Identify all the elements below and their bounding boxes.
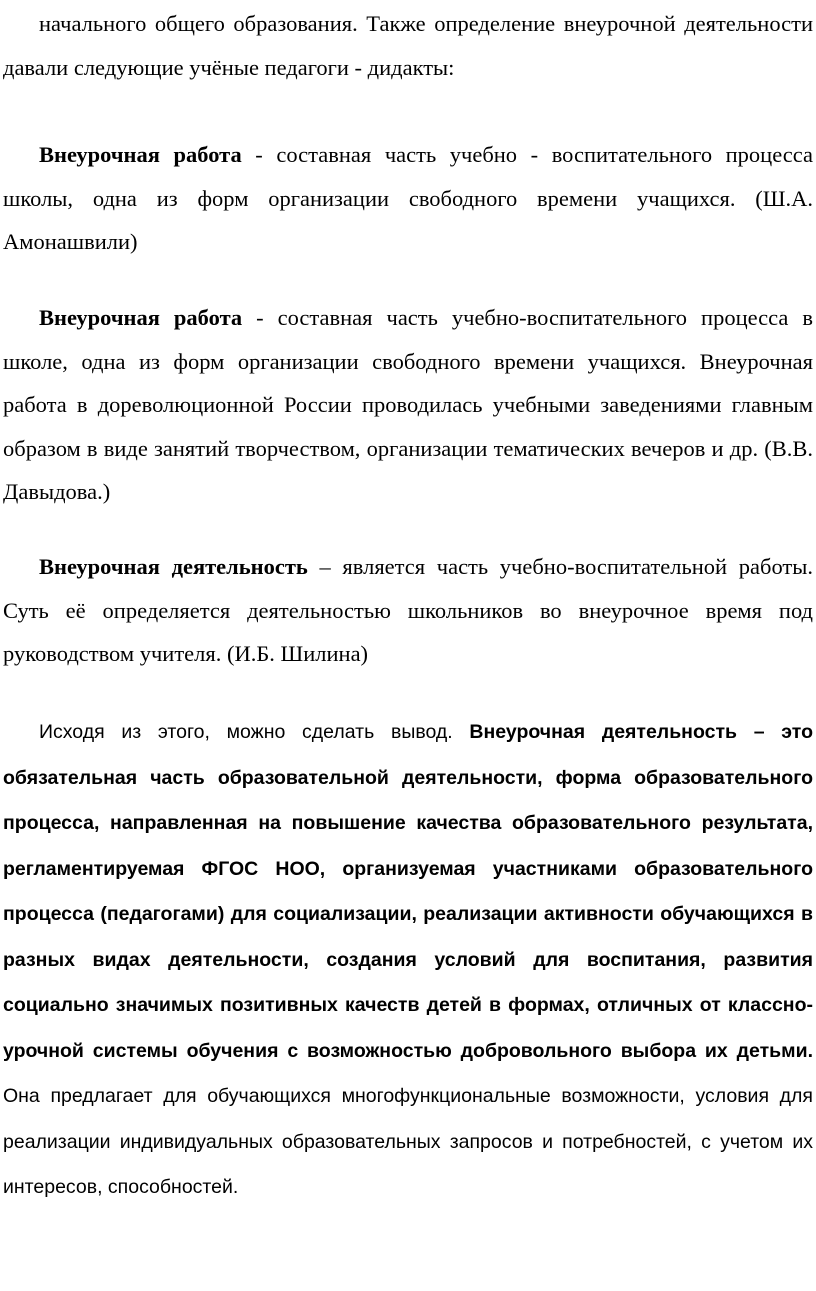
conclusion-paragraph — [3, 710, 813, 1211]
definition-text: - составная часть учебно - воспитательного процесса школы, одна из форм организации свободного времени учащихся. (Ш.А. Амонашвили) — [3, 142, 814, 254]
intro-paragraph: начального общего образования. Также определение внеурочной деятельности давали следующие учёные педагоги - дидакты: — [3, 11, 813, 80]
definition-term: Внеурочная деятельность — [39, 554, 308, 579]
definition-amonashvili — [3, 133, 813, 264]
definition-davydova — [3, 296, 813, 514]
definition-text: - составная часть учебно-воспитательного процесса в школе, одна из форм организации свободного времени учащихся. Внеурочная работа в дореволюционной России проводилась учебными заведениями главным образом в виде занятий творчеством, организации тематических вечеров и др. (В.В. Давыдова.) — [3, 305, 814, 504]
definition-text: – является часть учебно-воспитательной работы. Суть её определяется деятельностью школьников во внеурочное время под руководством учителя. (И.Б. Шилина) — [3, 554, 813, 666]
definition-term: Внеурочная работа — [39, 305, 243, 330]
definition-shilina — [3, 545, 813, 676]
conclusion-definition: Внеурочная деятельность – это обязательная часть образовательной деятельности, форма образовательного процесса, направленная на повышение качества образовательного результата, регламентируемая ФГОС НОО, организуемая участниками образовательного процесса (педагогами) для социализации, реализации активности обучающихся в разных видах деятельности, создания условий для воспитания, развития социально значимых позитивных качеств детей в формах, отличных от классно-урочной системы обучения с возможностью добровольного выбора их детьми. — [3, 721, 813, 1062]
conclusion-lead: Исходя из этого, можно сделать вывод. — [39, 721, 470, 743]
definition-term: Внеурочная работа — [39, 142, 242, 167]
conclusion-tail: Она предлагает для обучающихся многофункциональные возможности, условия для реализации индивидуальных образовательных запросов и потребностей, с учетом их интересов, способностей. — [3, 1085, 813, 1198]
